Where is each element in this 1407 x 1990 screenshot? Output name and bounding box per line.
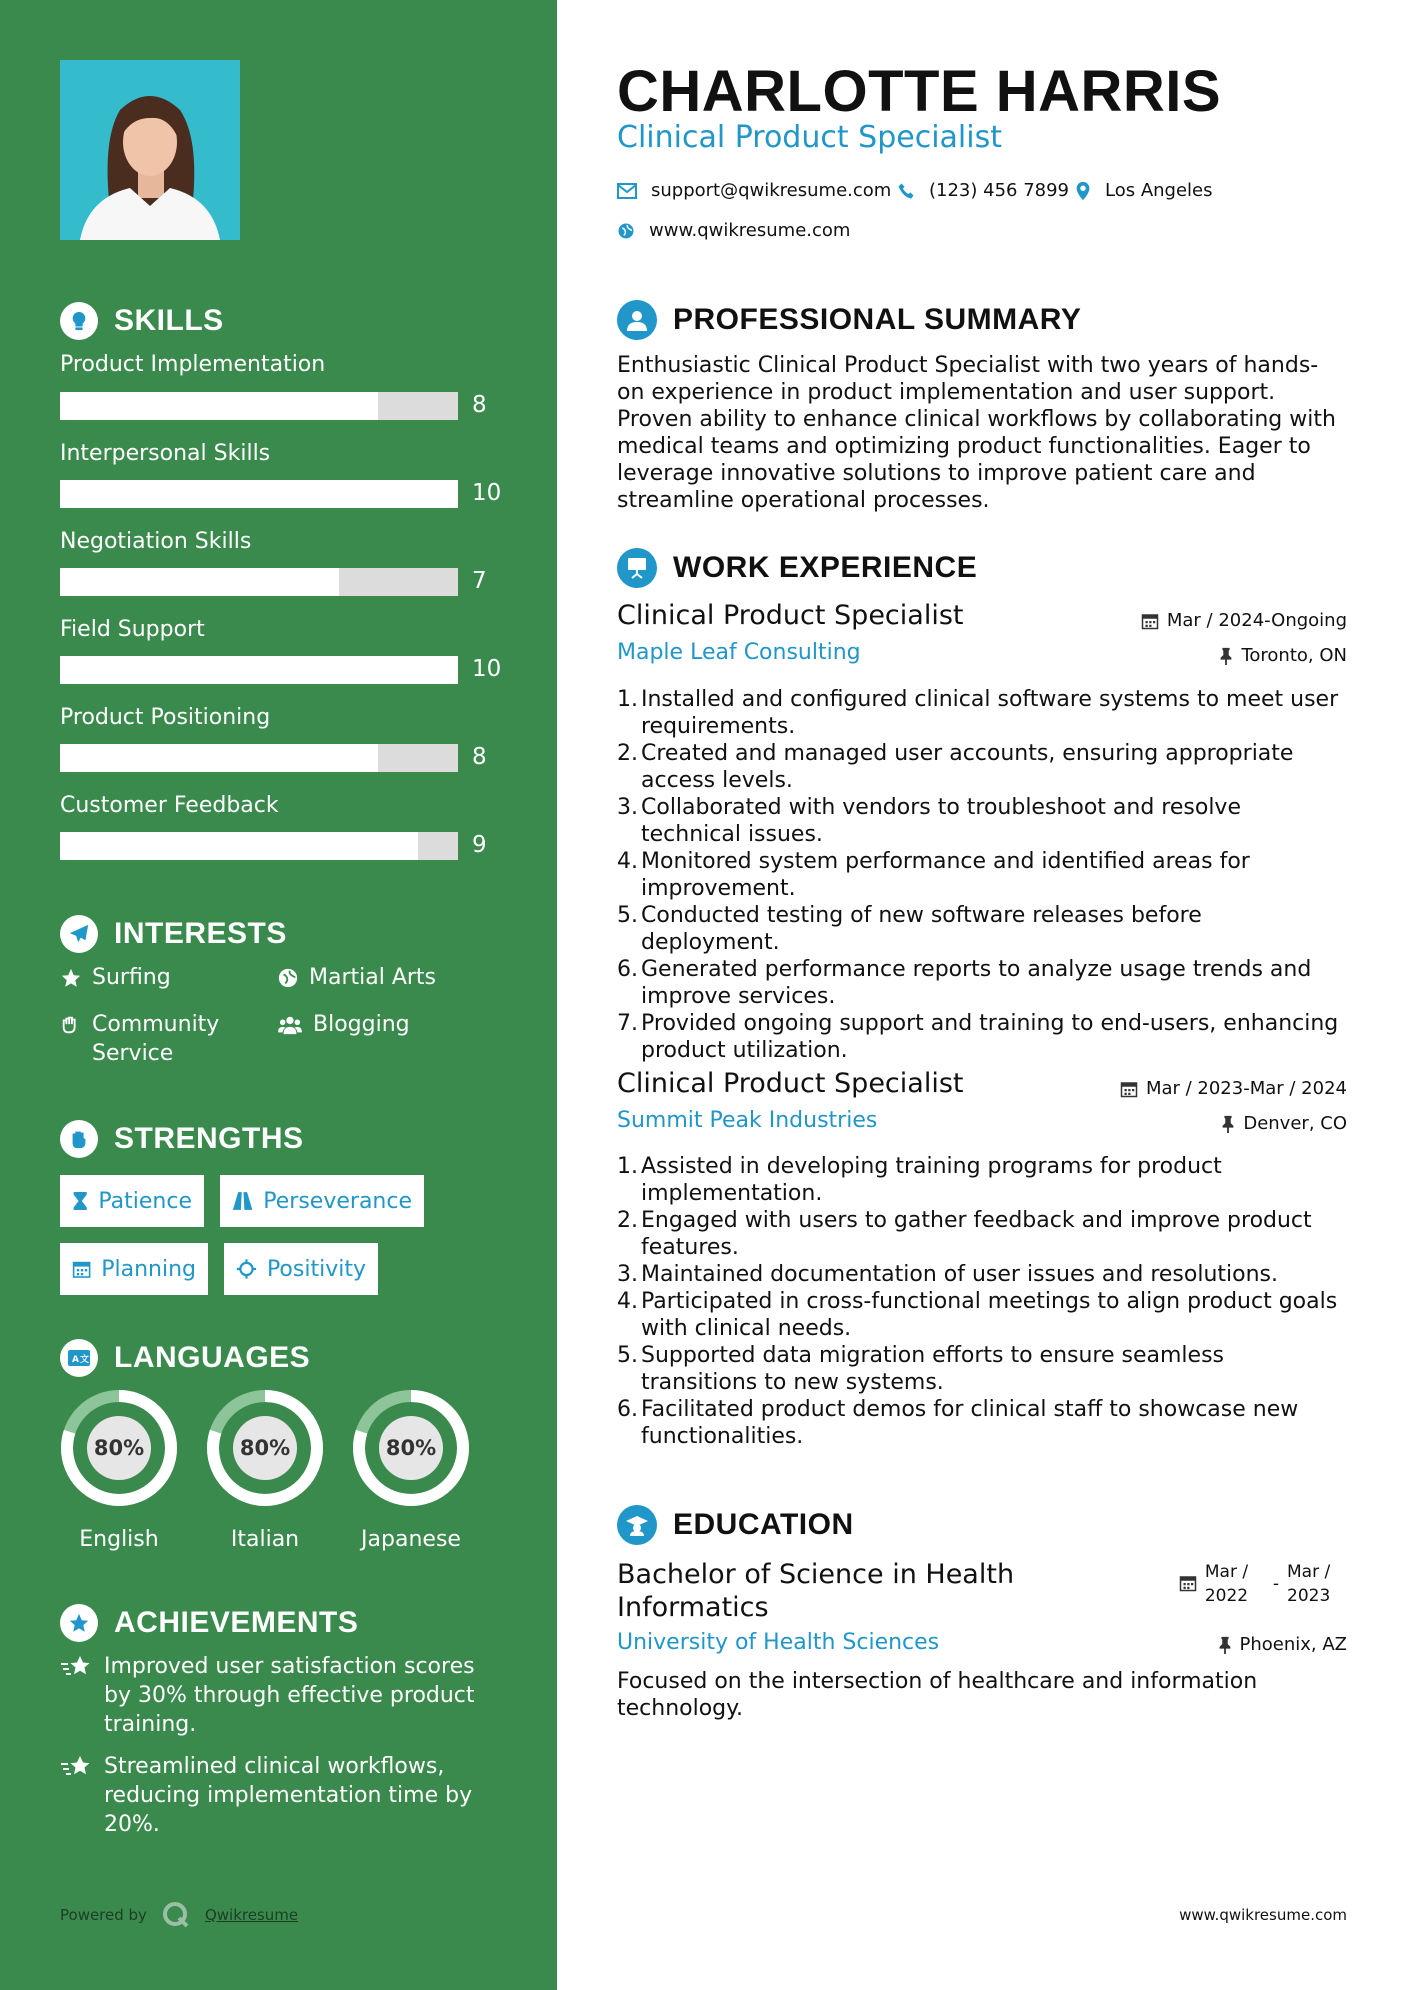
language-item (58, 1387, 180, 1552)
users-icon (277, 1014, 303, 1036)
job-date-text: Mar / 2024-Ongoing (1166, 610, 1347, 631)
skill-name: Interpersonal Skills (60, 441, 271, 466)
list-item: 5. Conducted testing of new software releases before deployment. (617, 902, 1347, 956)
star-icon (60, 967, 82, 989)
strengths-heading (60, 1120, 304, 1158)
strengths-heading-text: STRENGTHS (114, 1122, 304, 1155)
skill-value: 10 (472, 656, 502, 682)
lightbulb-icon (60, 302, 98, 340)
qwikresume-logo-icon (161, 1900, 191, 1930)
language-percent: 80% (93, 1436, 145, 1460)
list-item: 2. Created and managed user accounts, ensuring appropriate access levels. (617, 740, 1347, 794)
education-date (1179, 1560, 1347, 1608)
list-item: 1. Installed and configured clinical software systems to meet user requirements. (617, 686, 1347, 740)
education-date-separator: - (1272, 1574, 1279, 1594)
achievement-item (60, 1752, 500, 1839)
languages-heading-text: LANGUAGES (114, 1341, 311, 1374)
calendar-icon (1141, 612, 1159, 630)
job-date (1120, 1078, 1347, 1099)
pushpin-icon (1218, 1636, 1232, 1654)
translate-icon (60, 1339, 98, 1377)
shooting-star-icon (60, 1754, 92, 1780)
bullet-text: Generated performance reports to analyze usage trends and improve services. (641, 957, 1312, 1009)
interest-item (277, 1010, 410, 1039)
job-bullets (617, 686, 1347, 1064)
location-text: Los Angeles (1105, 180, 1213, 201)
job-location-text: Toronto, ON (1241, 645, 1347, 666)
job-title: Clinical Product Specialist (617, 600, 964, 631)
user-icon (617, 300, 657, 340)
globe-icon (277, 967, 299, 989)
interest-item (60, 963, 171, 992)
paper-plane-icon (60, 915, 98, 953)
website-link[interactable]: www.qwikresume.com (649, 220, 851, 241)
job-date (1141, 610, 1347, 631)
bullet-text: Conducted testing of new software releases before deployment. (641, 903, 1202, 955)
skill-bar-fill (60, 480, 458, 508)
pushpin-icon (1219, 647, 1233, 665)
work-heading (617, 548, 977, 588)
interest-label: Surfing (92, 965, 171, 990)
achievement-item (60, 1652, 500, 1739)
road-icon (232, 1190, 253, 1212)
job-location-text: Denver, CO (1243, 1113, 1347, 1134)
language-name: English (79, 1527, 159, 1552)
list-item: 3. Maintained documentation of user issues and resolutions. (617, 1262, 1278, 1287)
skill-bar (60, 832, 458, 860)
star-badge-icon (60, 1604, 98, 1642)
skill-value: 7 (472, 568, 487, 594)
summary-heading-text: PROFESSIONAL SUMMARY (673, 303, 1082, 336)
skill-bar (60, 568, 458, 596)
bullet-text: Participated in cross-functional meetings to align product goals with clinical needs. (641, 1289, 1338, 1341)
education-description: Focused on the intersection of healthcare and information technology. (617, 1669, 1258, 1721)
candidate-name: CHARLOTTE HARRIS (617, 59, 1222, 124)
interests-heading (60, 915, 287, 953)
skill-value: 9 (472, 832, 487, 858)
education-heading (617, 1505, 854, 1545)
skills-heading-text: SKILLS (114, 304, 224, 337)
contact-phone (897, 180, 1069, 201)
calendar-icon (72, 1258, 91, 1280)
bullet-text: Collaborated with vendors to troubleshoot and resolve technical issues. (641, 795, 1241, 847)
job-location (1221, 1113, 1347, 1134)
skill-name: Field Support (60, 617, 205, 642)
achievements-heading-text: ACHIEVEMENTS (114, 1606, 359, 1639)
language-name: Japanese (361, 1527, 461, 1552)
language-progress-ring (204, 1387, 326, 1509)
school-name: University of Health Sciences (617, 1630, 940, 1655)
bullet-text: Monitored system performance and identified areas for improvement. (641, 849, 1250, 901)
graduate-icon (617, 1505, 657, 1545)
skill-bar (60, 656, 458, 684)
education-start-date: Mar / 2022 (1204, 1562, 1249, 1606)
map-pin-icon (1075, 181, 1091, 201)
list-item: 4. Monitored system performance and identified areas for improvement. (617, 848, 1347, 902)
candidate-role: Clinical Product Specialist (617, 120, 1002, 155)
bullet-text: Assisted in developing training programs for product implementation. (641, 1154, 1222, 1206)
education-end-date: Mar / 2023 (1287, 1562, 1331, 1606)
strength-label: Positivity (266, 1256, 366, 1282)
language-progress-ring (350, 1387, 472, 1509)
strength-chip (60, 1175, 204, 1227)
summary-text: Enthusiastic Clinical Product Specialist with two years of hands-on experience in product implementation and user support. Proven ability to enhance clinical workflows by collaborating with medical teams and optimizing product functionalities. Eager to leverage innovative solutions to improve patient care and streamline operational processes. (617, 353, 1336, 513)
list-item: 5. Supported data migration efforts to ensure seamless transitions to new systems. (617, 1342, 1347, 1396)
language-item (350, 1387, 472, 1552)
fist-icon (60, 1120, 98, 1158)
profile-photo (60, 60, 240, 240)
work-heading-text: WORK EXPERIENCE (673, 551, 978, 584)
language-percent: 80% (385, 1436, 437, 1460)
qwikresume-link[interactable]: Qwikresume (204, 1906, 299, 1924)
skill-bar (60, 392, 458, 420)
strength-label: Perseverance (263, 1188, 412, 1214)
languages-heading (60, 1339, 310, 1377)
list-item: 6. Generated performance reports to analyze usage trends and improve services. (617, 956, 1347, 1010)
summary-heading (617, 300, 1081, 340)
svg-text:文: 文 (80, 1355, 90, 1365)
presenter-icon (617, 548, 657, 588)
shooting-star-icon (60, 1654, 92, 1680)
degree-title: Bachelor of Science in Health Informatics (617, 1559, 1015, 1623)
language-item (204, 1387, 326, 1552)
list-item: 6. Facilitated product demos for clinical staff to showcase new functionalities. (617, 1396, 1347, 1450)
job-company: Maple Leaf Consulting (617, 640, 861, 665)
strength-label: Planning (101, 1256, 196, 1282)
hourglass-icon (72, 1190, 88, 1212)
skill-name: Product Positioning (60, 705, 271, 730)
language-name: Italian (230, 1527, 300, 1552)
education-location-text: Phoenix, AZ (1239, 1634, 1347, 1655)
language-progress-ring (58, 1387, 180, 1509)
achievements-heading (60, 1604, 358, 1642)
skill-value: 10 (472, 480, 502, 506)
footer-website[interactable]: www.qwikresume.com (1179, 1906, 1347, 1924)
bullet-text: Engaged with users to gather feedback and improve product features. (641, 1208, 1312, 1260)
powered-by (60, 1900, 298, 1930)
email-link[interactable]: support@qwikresume.com (651, 180, 892, 201)
skill-bar (60, 480, 458, 508)
skill-bar-fill (60, 744, 378, 772)
list-item: 3. Collaborated with vendors to troubleshoot and resolve technical issues. (617, 794, 1347, 848)
education-heading-text: EDUCATION (673, 1508, 854, 1541)
skill-value: 8 (472, 744, 487, 770)
strength-chip (60, 1243, 208, 1295)
list-item: 7. Provided ongoing support and training to end-users, enhancing product utilization. (617, 1010, 1347, 1064)
bullet-text: Facilitated product demos for clinical staff to showcase new functionalities. (641, 1397, 1299, 1449)
job-title: Clinical Product Specialist (617, 1068, 964, 1099)
sun-icon (236, 1258, 257, 1280)
interest-label: Blogging (313, 1012, 410, 1037)
portrait-image (60, 60, 240, 240)
hand-icon (60, 1014, 82, 1036)
skill-bar-fill (60, 656, 458, 684)
svg-text:A: A (72, 1355, 80, 1365)
contact-website (617, 220, 850, 241)
education-location (1218, 1634, 1348, 1655)
interest-label: Martial Arts (309, 965, 437, 990)
skill-bar (60, 744, 458, 772)
list-item: 4. Participated in cross-functional meetings to align product goals with clinical needs. (617, 1288, 1347, 1342)
strength-chip (220, 1175, 424, 1227)
powered-by-label: Powered by (60, 1906, 147, 1924)
phone-text: (123) 456 7899 (929, 180, 1070, 201)
sidebar (0, 0, 557, 1990)
interest-item (60, 1010, 260, 1068)
job-date-text: Mar / 2023-Mar / 2024 (1145, 1078, 1347, 1099)
skill-name: Customer Feedback (60, 793, 279, 818)
envelope-icon (617, 183, 637, 199)
job-company: Summit Peak Industries (617, 1108, 878, 1133)
phone-icon (897, 182, 915, 200)
list-item: 1. Assisted in developing training programs for product implementation. (617, 1153, 1347, 1207)
language-percent: 80% (239, 1436, 291, 1460)
strength-chip (224, 1243, 378, 1295)
interests-heading-text: INTERESTS (114, 917, 287, 950)
globe-icon (617, 222, 635, 240)
achievement-text: Streamlined clinical workflows, reducing implementation time by 20%. (104, 1754, 473, 1837)
calendar-icon (1120, 1080, 1138, 1098)
contact-email (617, 180, 891, 201)
skill-name: Negotiation Skills (60, 529, 252, 554)
skill-name: Product Implementation (60, 352, 326, 377)
bullet-text: Supported data migration efforts to ensure seamless transitions to new systems. (641, 1343, 1224, 1395)
job-bullets (617, 1153, 1347, 1450)
job-location (1219, 645, 1347, 666)
calendar-icon (1179, 1574, 1197, 1592)
skill-bar-fill (60, 832, 418, 860)
skills-heading (60, 302, 224, 340)
strength-label: Patience (98, 1188, 192, 1214)
skill-value: 8 (472, 392, 487, 418)
pushpin-icon (1221, 1115, 1235, 1133)
skill-bar-fill (60, 568, 339, 596)
skill-bar-fill (60, 392, 378, 420)
list-item: 2. Engaged with users to gather feedback and improve product features. (617, 1207, 1347, 1261)
contact-location (1075, 180, 1213, 201)
achievement-text: Improved user satisfaction scores by 30% through effective product training. (104, 1654, 475, 1737)
interest-label: Community Service (92, 1012, 220, 1066)
bullet-text: Maintained documentation of user issues and resolutions. (641, 1262, 1278, 1287)
bullet-text: Provided ongoing support and training to end-users, enhancing product utilization. (641, 1011, 1339, 1063)
bullet-text: Created and managed user accounts, ensuring appropriate access levels. (641, 741, 1294, 793)
interest-item (277, 963, 436, 992)
bullet-text: Installed and configured clinical software systems to meet user requirements. (641, 687, 1339, 739)
